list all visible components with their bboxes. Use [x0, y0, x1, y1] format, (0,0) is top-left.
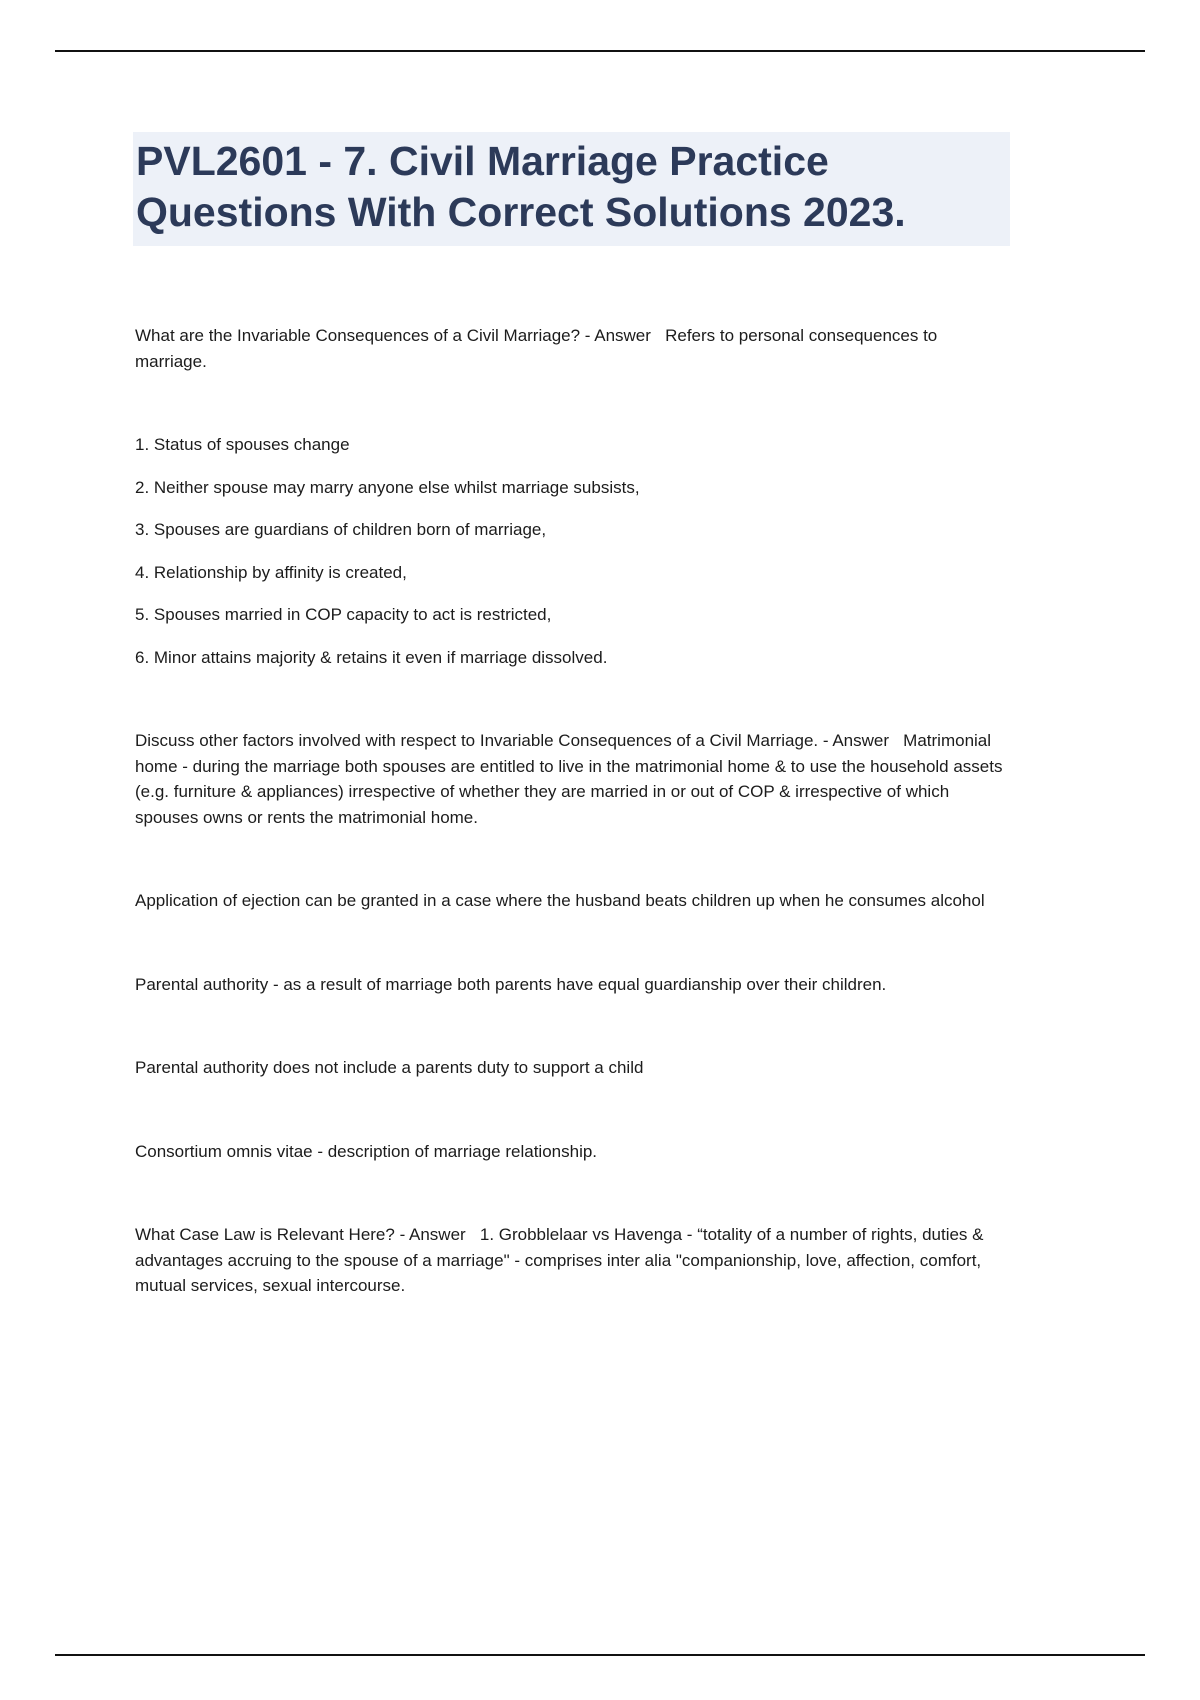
list-item: 4. Relationship by affinity is created,: [135, 562, 407, 582]
list-item: 3. Spouses are guardians of children born of marriage,: [135, 520, 547, 539]
paragraph: Parental authority - as a result of marriage both parents have equal guardianship over their children.: [135, 974, 887, 994]
paragraph: Application of ejection can be granted in a case where the husband beats children up when he consumes alcohol: [135, 891, 985, 910]
paragraph: Discuss other factors involved with respect to Invariable Consequences of a Civil Marriage. - Answer Matrimonial home - during the marriage both spouses are entitled to live in the matrimonial home & to use the household assets (e.g. furniture & appliances) irrespective of whether they are married in or out of COP & irrespective of which spouses owns or rents the matrimonial home.: [135, 731, 1008, 827]
bottom-rule: [55, 1654, 1145, 1656]
top-rule: [55, 50, 1145, 52]
list-item: 5. Spouses married in COP capacity to act is restricted,: [135, 605, 552, 624]
document-body: [135, 323, 1008, 1357]
page-title: PVL2601 - 7. Civil Marriage Practice Questions With Correct Solutions 2023.: [133, 132, 1010, 246]
paragraph: 6. Minor attains majority & retains it even if marriage dissolved.: [135, 647, 608, 667]
list-item: 1. Status of spouses change: [135, 435, 350, 454]
paragraph: Parental authority does not include a parents duty to support a child: [135, 1058, 644, 1077]
paragraph: Consortium omnis vitae - description of marriage relationship.: [135, 1141, 598, 1161]
paragraph: What are the Invariable Consequences of a Civil Marriage? - Answer Refers to personal consequences to marriage.: [135, 326, 942, 371]
paragraph: What Case Law is Relevant Here? - Answer 1. Grobblelaar vs Havenga - “totality of a number of rights, duties & advantages accruing to the spouse of a marriage" - comprises inter alia "companionship, love, affection, comfort, mutual services, sexual intercourse.: [135, 1225, 989, 1295]
list-item: 2. Neither spouse may marry anyone else whilst marriage subsists,: [135, 477, 640, 497]
